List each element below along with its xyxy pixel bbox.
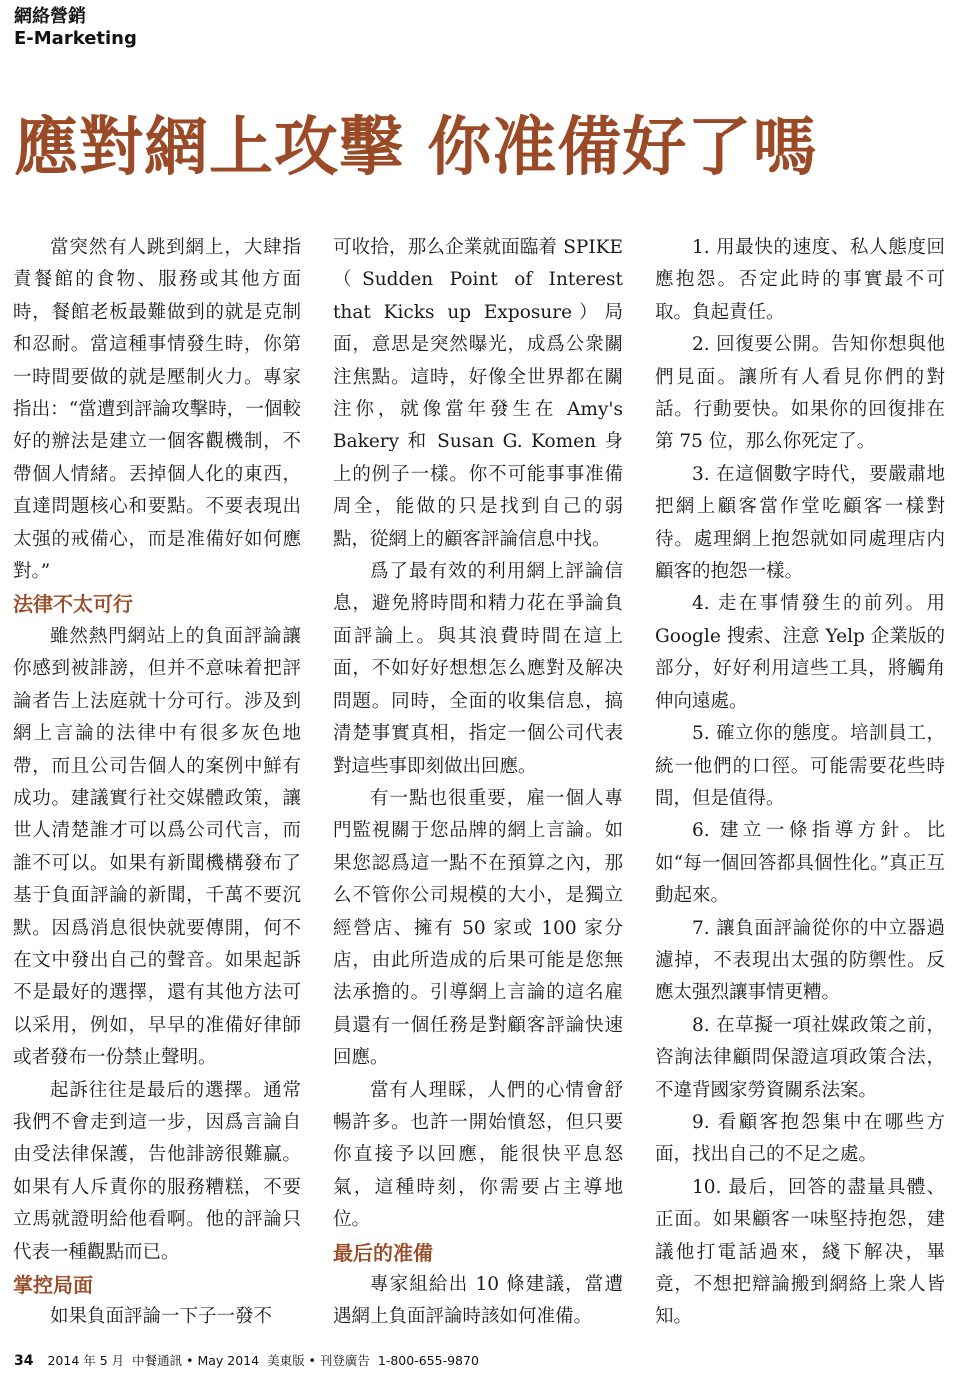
tip-item: 6. 建立一條指導方針。比如“每一個回答都具個性化。”真正互動起來。 xyxy=(655,820,945,907)
article-title: 應對網上攻擊 你准備好了嗎 xyxy=(14,110,818,185)
paragraph: 當有人理睬，人們的心情會舒暢許多。也許一開始憤怒，但只要你直接予以回應，能很快平息怒氣，這種時刻，你需要占主導地位。 xyxy=(333,1079,623,1231)
paragraph: 有一點也很重要，雇一個人專門監視關于您品牌的網上言論。如果您認爲這一點不在預算之內，那么不管你公司規模的大小，是獨立經營店、擁有 50 家或 100 家分店，由此所造成的后果可能是您無法承擔的。引導網上言論的這名雇員還有一個任務是對顧客評論快速回應。 xyxy=(333,787,623,1069)
tip-item: 9. 看顧客抱怨集中在哪些方面，找出自己的不足之處。 xyxy=(655,1111,945,1166)
paragraph: 可收拾，那么企業就面臨着 SPIKE（Sudden Point of Interest that Kicks up Exposure）局面，意思是突然曝光，成爲公衆關注焦點。這時，好像全世界都在關注你，就像當年發生在 Amy's Bakery 和 Susan G. Komen 身上的例子一樣。你不可能事事准備周全，能做的只是找到自己的弱點，從網上的顧客評論信息中找。 xyxy=(333,237,623,550)
tip-item: 5. 確立你的態度。培訓員工，統一他們的口徑。可能需要花些時間，但是值得。 xyxy=(655,723,945,809)
tip-item: 7. 讓負面評論從你的中立器過濾掉，不表現出太强的防禦性。反應太强烈讓事情更糟。 xyxy=(655,917,945,1004)
phone-number: 1-800-655-9870 xyxy=(377,1353,479,1368)
page-number: 34 xyxy=(14,1353,34,1369)
section-label-en: E-Marketing xyxy=(14,28,137,49)
article-column-1 xyxy=(13,232,301,1328)
edition-label: 美東版 • 刊登廣告 xyxy=(267,1353,370,1368)
issue-date: 2014 年 5 月 xyxy=(47,1353,125,1368)
section-label xyxy=(14,6,137,50)
paragraph: 爲了最有效的利用網上評論信息，避免將時間和精力花在爭論負面評論上。與其浪費時間在這上面，不如好好想想怎么應對及解决問題。同時，全面的收集信息，搞清楚事實真相，指定一個公司代表對這些事即刻做出回應。 xyxy=(333,561,623,777)
subheading-final-prep: 最后的准備 xyxy=(333,1240,433,1265)
tip-item: 3. 在這個數字時代，要嚴肅地把網上顧客當作堂吃顧客一樣對待。處理網上抱怨就如同處理店内顧客的抱怨一樣。 xyxy=(655,463,945,583)
tip-item: 8. 在草擬一項社媒政策之前，咨詢法律顧問保證這項政策合法，不違背國家勞資關系法案。 xyxy=(655,1014,945,1101)
tip-item: 1. 用最快的速度、私人態度回應抱怨。否定此時的事實最不可取。負起責任。 xyxy=(655,237,945,323)
article-column-3 xyxy=(655,232,945,1328)
paragraph: 當突然有人跳到網上，大肆指責餐館的食物、服務或其他方面時，餐館老板最難做到的就是克制和忍耐。當這種事情發生時，你第一時間要做的就是壓制火力。專家指出：“當遭到評論攻擊時，一個較好的辦法是建立一個客觀機制，不帶個人情緒。丟掉個人化的東西，直達問題核心和要點。不要表現出太强的戒備心，而是准備好如何應對。” xyxy=(13,237,301,583)
section-label-zh: 網絡營銷 xyxy=(14,6,86,27)
tip-item: 4. 走在事情發生的前列。用 Google 搜索、注意 Yelp 企業版的部分，好好利用這些工具，將觸角伸向遠處。 xyxy=(655,593,945,712)
paragraph: 起訴往往是最后的選擇。通常我們不會走到這一步，因爲言論自由受法律保護，告他誹謗很難赢。如果有人斥責你的服務糟糕，不要立馬就證明給他看啊。他的評論只代表一種觀點而已。 xyxy=(13,1079,301,1263)
tip-item: 2. 回復要公開。告知你想與他們見面。讓所有人看見你們的對話。行動要快。如果你的回復排在第 75 位，那么你死定了。 xyxy=(655,334,945,453)
paragraph: 雖然熱門網站上的負面評論讓你感到被誹謗，但并不意味着把評論者告上法庭就十分可行。涉及到網上言論的法律中有很多灰色地帶，而且公司告個人的案例中鮮有成功。建議實行社交媒體政策，讓世人清楚誰才可以爲公司代言，而誰不可以。如果有新聞機構發布了基于負面評論的新聞，千萬不要沉默。因爲消息很快就要傳開，何不在文中發出自己的聲音。如果起訴不是最好的選擇，還有其他方法可以采用，例如，早早的准備好律師或者發布一份禁止聲明。 xyxy=(13,625,301,1069)
paragraph: 如果負面評論一下子一發不 xyxy=(50,1306,273,1328)
magazine-name: 中餐通訊 • May 2014 xyxy=(132,1353,260,1368)
subheading-law: 法律不太可行 xyxy=(13,592,133,617)
subheading-control: 掌控局面 xyxy=(13,1273,93,1297)
page-footer xyxy=(14,1352,483,1370)
tip-item: 10. 最后，回答的盡量具體、正面。如果顧客一味堅持抱怨，建議他打電話過來，綫下解决，畢竟，不想把辯論搬到網絡上衆人皆知。 xyxy=(655,1176,945,1328)
article-column-2 xyxy=(333,232,623,1328)
paragraph: 專家組給出 10 條建議，當遭遇網上負面評論時該如何准備。 xyxy=(333,1274,623,1328)
